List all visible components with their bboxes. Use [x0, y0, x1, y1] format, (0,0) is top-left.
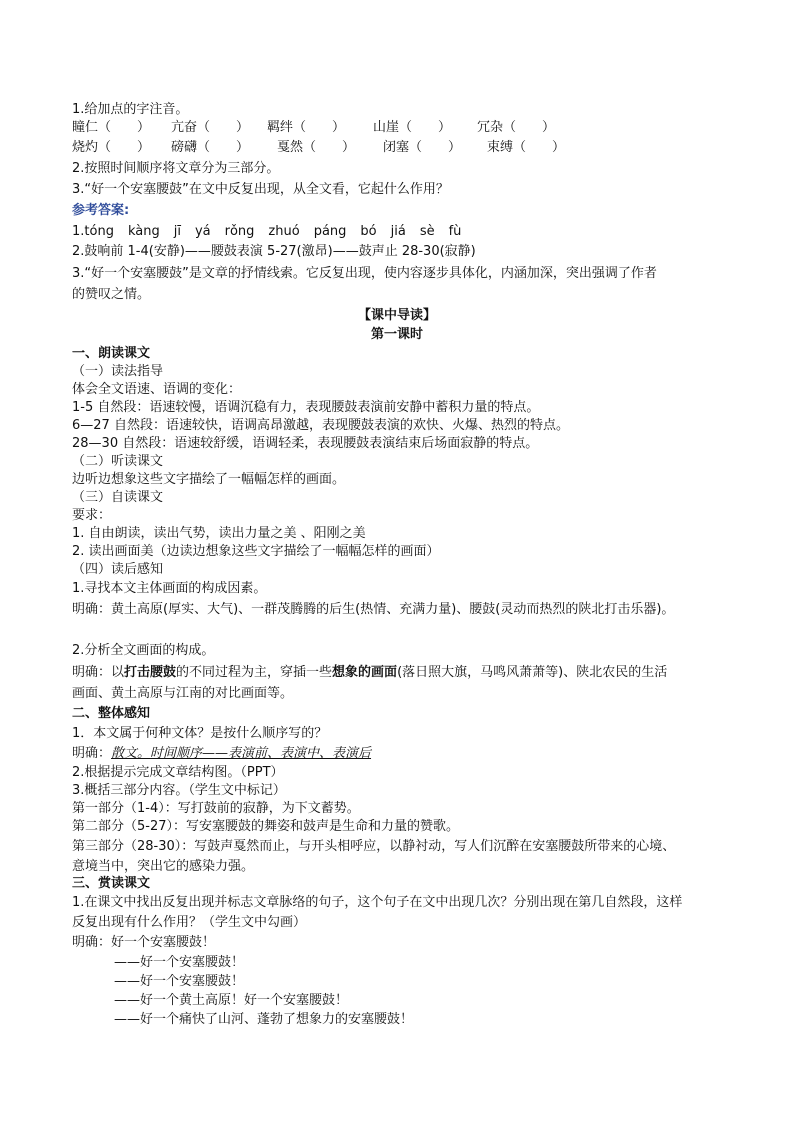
subsection-heading: （三）自读课文 [72, 490, 164, 505]
handwritten-answer: 散文。时间顺序——表演前、表演中、表演后 [111, 746, 372, 761]
paragraph: 28—30 自然段：语速较舒缓，语调轻柔，表现腰鼓表演结束后场面寂静的特点。 [72, 436, 539, 451]
question-1-row-1 [72, 118, 555, 138]
list-item: 2. 读出画面美（边读边想象这些文字描绘了一幅幅怎样的画面） [72, 544, 440, 559]
answer-3-line-1: 3.“好一个安塞腰鼓”是文章的抒情线索。它反复出现，使内容逐步具体化，内涵加深，突出强调了作者 [72, 266, 657, 281]
paragraph [72, 744, 371, 764]
subsection-heading: （四）读后感知 [72, 562, 164, 577]
list-item: 1. 自由朗读，读出气势，读出力量之美 、阳刚之美 [72, 526, 366, 541]
pinyin-item: bó [360, 224, 377, 239]
paragraph: 1.寻找本文主体画面的构成因素。 [72, 581, 267, 596]
paragraph: 明确：好一个安塞腰鼓！ [72, 935, 216, 950]
text-run: (落日照大旗，马鸣风萧萧等)、陕北农民的生活 [397, 665, 668, 680]
blank-item: 山崖（ ） [373, 120, 452, 135]
blank-item: 羁绊（ ） [267, 120, 346, 135]
paragraph: 画面、黄土高原与江南的对比画面等。 [72, 686, 294, 701]
paragraph: 意境当中，突出它的感染力强。 [72, 859, 255, 874]
pinyin-prefix: 1. [72, 224, 85, 239]
blank-item: 烧灼（ ） [72, 140, 151, 155]
part-2-heading: 二、整体感知 [72, 706, 151, 721]
section-title: 【课中导读】 [357, 308, 436, 323]
quote-line: ——好一个痛快了山河、蓬勃了想象力的安塞腰鼓！ [114, 1012, 414, 1027]
part-3-heading: 三、赏读课文 [72, 876, 151, 891]
paragraph: 2.根据提示完成文章结构图。（PPT） [72, 765, 284, 780]
pinyin-item: sè [419, 224, 435, 239]
paragraph [72, 663, 667, 683]
emphasis-text: 想象的画面 [332, 665, 398, 680]
paragraph: 3.概括三部分内容。（学生文中标记） [72, 783, 286, 798]
subsection-heading: （二）听读课文 [72, 454, 164, 469]
question-2: 2.按照时间顺序将文章分为三部分。 [72, 161, 280, 176]
text-run: 的不同过程为主，穿插一些 [176, 665, 333, 680]
emphasis-text: 打击腰鼓 [124, 665, 177, 680]
quote-line: ——好一个安塞腰鼓！ [114, 955, 245, 970]
paragraph: 第一部分（1-4）：写打鼓前的寂静，为下文蓄势。 [72, 801, 360, 816]
paragraph: 反复出现有什么作用？（学生文中勾画） [72, 915, 307, 930]
blank-item: 磅礴（ ） [171, 140, 250, 155]
paragraph: 明确：黄土高原(厚实、大气)、一群茂腾腾的后生(热情、充满力量)、腰鼓(灵动而热烈的陕北打击乐器)。 [72, 602, 675, 617]
pinyin-item: jiá [390, 224, 406, 239]
blank-item: 闭塞（ ） [383, 140, 462, 155]
paragraph: 体会全文语速、语调的变化： [72, 382, 242, 397]
pinyin-item: fù [448, 224, 462, 239]
answer-3-line-2: 的赞叹之情。 [72, 287, 151, 302]
section-subtitle: 第一课时 [370, 327, 423, 342]
paragraph: 要求： [72, 508, 112, 523]
paragraph: 1-5 自然段：语速较慢，语调沉稳有力，表现腰鼓表演前安静中蓄积力量的特点。 [72, 400, 540, 415]
answer-heading: 参考答案: [72, 203, 130, 218]
pinyin-answers [72, 222, 475, 242]
pinyin-item: páng [313, 224, 347, 239]
subsection-heading: （一）读法指导 [72, 364, 164, 379]
blank-item: 冗杂（ ） [477, 120, 556, 135]
text-run: 明确： [72, 746, 112, 761]
paragraph: 6—27 自然段：语速较快，语调高昂激越，表现腰鼓表演的欢快、火爆、热烈的特点。 [72, 418, 569, 433]
pinyin-item: zhuó [268, 224, 300, 239]
blank-item: 束缚（ ） [487, 140, 566, 155]
pinyin-item: yá [194, 224, 211, 239]
paragraph: 第二部分（5-27）：写安塞腰鼓的舞姿和鼓声是生命和力量的赞歌。 [72, 819, 460, 834]
blank-item: 戛然（ ） [277, 140, 356, 155]
paragraph: 2.分析全文画面的构成。 [72, 643, 215, 658]
text-run: 明确：以 [72, 665, 125, 680]
blank-item: 瞳仁（ ） [72, 120, 151, 135]
quote-line: ——好一个黄土高原！好一个安塞腰鼓！ [114, 993, 349, 1008]
pinyin-item: kàng [127, 224, 160, 239]
pinyin-item: tóng [84, 224, 114, 239]
paragraph: 1．本文属于何种文体？是按什么顺序写的？ [72, 726, 328, 741]
paragraph: 第三部分（28-30）：写鼓声戛然而止，与开头相呼应，以静衬动，写人们沉醉在安塞腰鼓所带来的心境、 [72, 839, 676, 854]
question-1-row-2 [72, 138, 565, 158]
question-1-title: 1.给加点的字注音。 [72, 102, 189, 117]
paragraph: 1.在课文中找出反复出现并标志文章脉络的句子，这个句子在文中出现几次？分别出现在第几自然段，这样 [72, 895, 683, 910]
pinyin-item: jī [173, 224, 181, 239]
paragraph: 边听边想象这些文字描绘了一幅幅怎样的画面。 [72, 472, 346, 487]
question-3: 3.“好一个安塞腰鼓”在文中反复出现，从全文看，它起什么作用？ [72, 182, 449, 197]
quote-line: ——好一个安塞腰鼓！ [114, 974, 245, 989]
pinyin-item: rǒng [224, 224, 255, 239]
part-1-heading: 一、朗读课文 [72, 346, 151, 361]
answer-2: 2.鼓响前 1-4(安静)——腰鼓表演 5-27(激昂)——鼓声止 28-30(寂静) [72, 244, 476, 259]
blank-item: 亢奋（ ） [171, 120, 250, 135]
